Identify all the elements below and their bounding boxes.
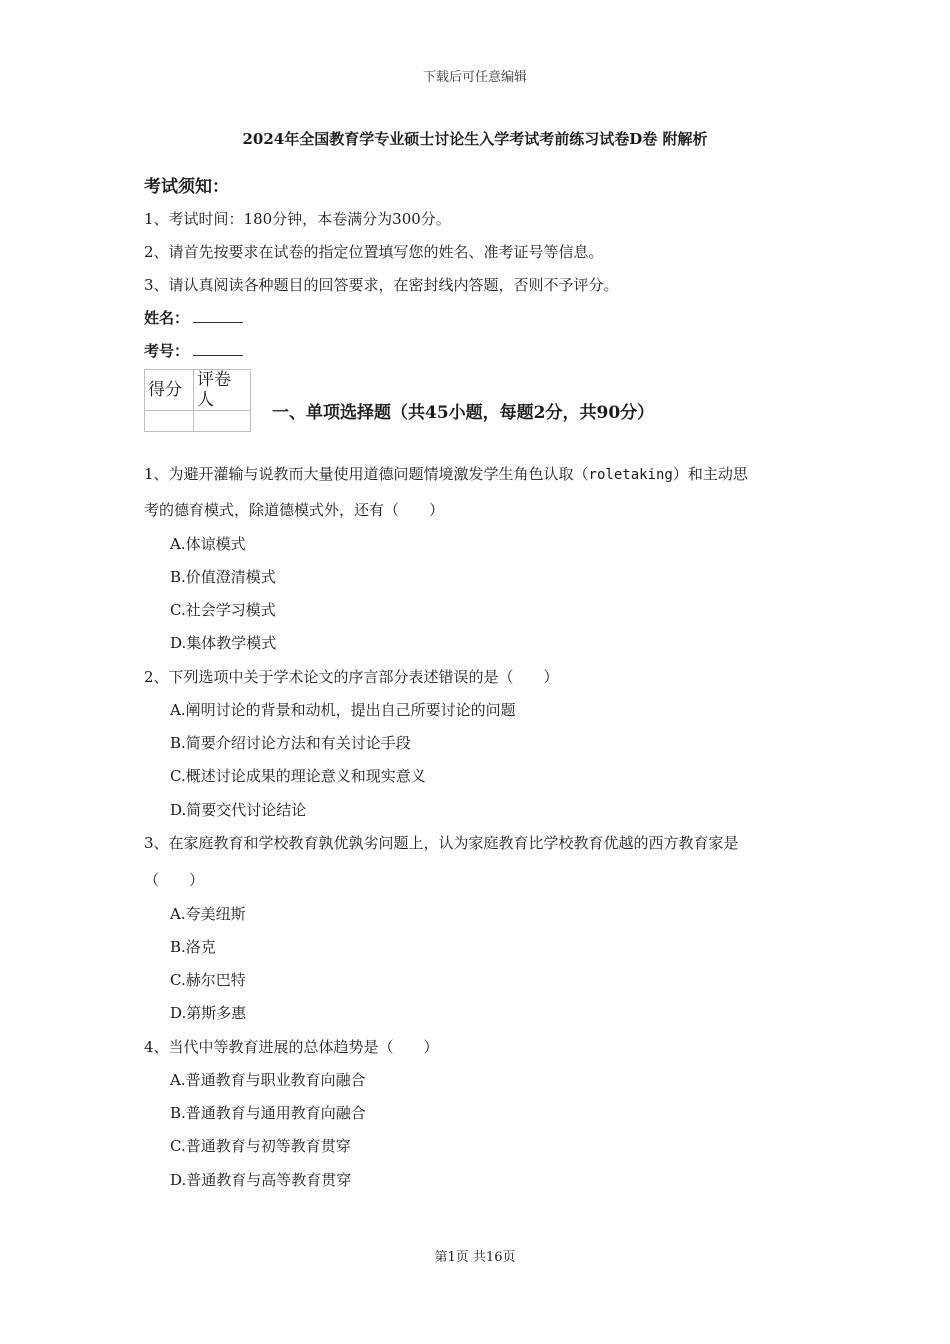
question-text: 1、为避开灌输与说教而大量使用道德问题情境激发学生角色认取（ — [144, 465, 589, 483]
option-c: C.社会学习模式 — [170, 601, 276, 619]
option-c: C.赫尔巴特 — [170, 971, 246, 989]
option-c: C.概述讨论成果的理论意义和现实意义 — [170, 767, 426, 785]
header-note: 下载后可任意编辑 — [422, 70, 527, 85]
id-label: 考号： — [144, 342, 190, 360]
option-a: A.夸美纽斯 — [170, 905, 246, 923]
question-3-stem-cont: （ ） — [144, 871, 205, 889]
notice-item: 2、请首先按要求在试卷的指定位置填写您的姓名、准考证号等信息。 — [144, 243, 604, 261]
document-title: 2024年全国教育学专业硕士讨论生入学考试考前练习试卷D卷 附解析 — [242, 130, 708, 148]
question-1-stem — [144, 463, 748, 484]
question-3-stem: 3、在家庭教育和学校教育孰优孰劣问题上，认为家庭教育比学校教育优越的西方教育家是 — [144, 834, 739, 852]
option-d: D.普通教育与高等教育贯穿 — [170, 1171, 352, 1189]
option-a: A.阐明讨论的背景和动机，提出自己所要讨论的问题 — [170, 701, 516, 719]
section-title: 一、单项选择题（共45小题，每题2分，共90分） — [272, 403, 655, 423]
option-d: D.第斯多惠 — [170, 1004, 247, 1022]
question-1-stem-cont: 考的德育模式，除道德模式外，还有（ ） — [144, 501, 445, 519]
question-term: roletaking — [588, 467, 673, 483]
name-label: 姓名： — [144, 309, 190, 327]
option-b: B.洛克 — [170, 938, 216, 956]
option-b: B.普通教育与通用教育向融合 — [170, 1104, 366, 1122]
question-2-stem: 2、下列选项中关于学术论文的序言部分表述错误的是（ ） — [144, 668, 559, 686]
option-b: B.简要介绍讨论方法和有关讨论手段 — [170, 734, 411, 752]
name-blank — [193, 308, 243, 323]
option-d: D.集体教学模式 — [170, 634, 277, 652]
option-d: D.简要交代讨论结论 — [170, 801, 307, 819]
score-table — [144, 369, 251, 432]
name-field — [144, 307, 243, 328]
grader-cell — [194, 411, 251, 432]
id-blank — [193, 341, 243, 356]
notice-heading: 考试须知： — [144, 177, 229, 197]
score-header: 得分 — [145, 370, 194, 411]
page-footer: 第1页 共16页 — [434, 1250, 516, 1265]
option-c: C.普通教育与初等教育贯穿 — [170, 1137, 351, 1155]
id-field — [144, 340, 243, 361]
notice-item: 1、考试时间：180分钟，本卷满分为300分。 — [144, 210, 451, 228]
question-text: ）和主动思 — [672, 465, 748, 483]
score-cell — [145, 411, 194, 432]
notice-item: 3、请认真阅读各种题目的回答要求，在密封线内答题，否则不予评分。 — [144, 276, 619, 294]
option-a: A.普通教育与职业教育向融合 — [170, 1071, 366, 1089]
option-b: B.价值澄清模式 — [170, 568, 276, 586]
grader-header: 评卷人 — [194, 370, 251, 411]
question-4-stem: 4、当代中等教育进展的总体趋势是（ ） — [144, 1038, 439, 1056]
option-a: A.体谅模式 — [170, 535, 246, 553]
